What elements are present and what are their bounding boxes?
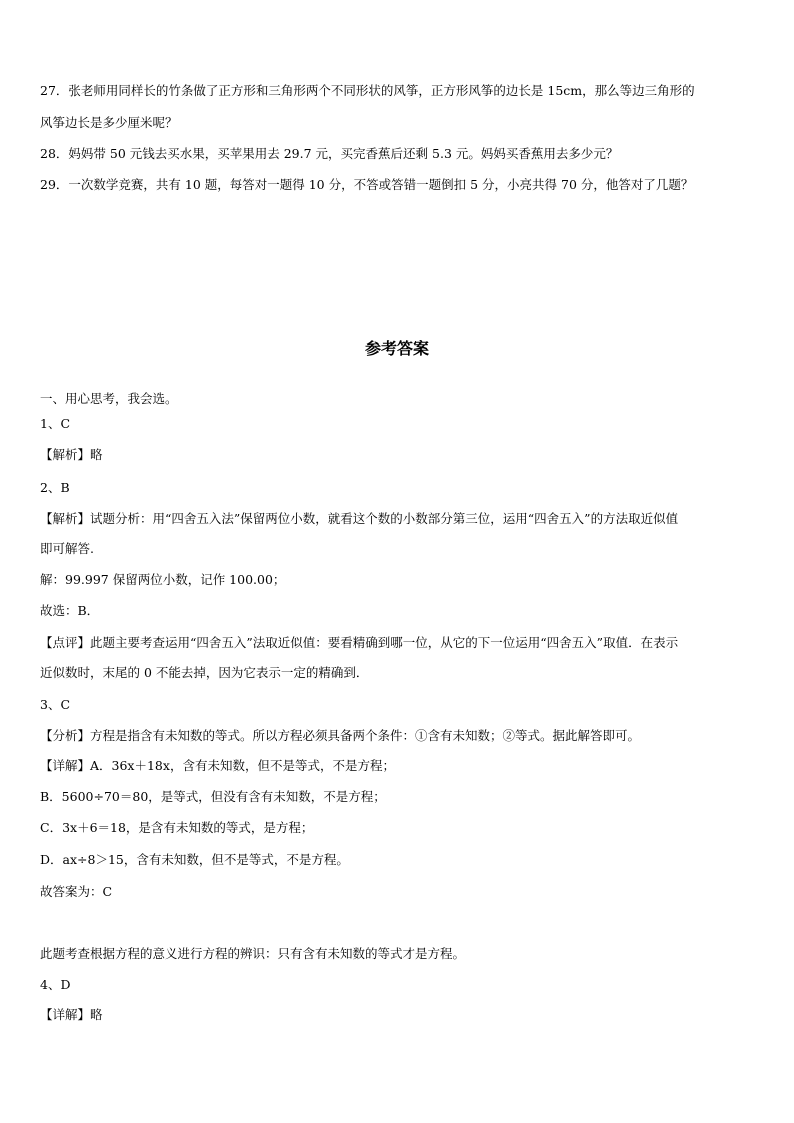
- answer-2-comment-line-2: 近似数时，末尾的 0 不能去掉，因为它表示一定的精确到．: [40, 665, 369, 680]
- answer-2: 2、B: [40, 480, 70, 495]
- answer-3-answer: 故答案为：C: [40, 884, 113, 899]
- answer-4: 4、D: [40, 977, 71, 992]
- answer-2-solution: 解：99.997 保留两位小数，记作 100.00；: [40, 572, 286, 587]
- answer-2-comment-line-1: 【点评】此题主要考查运用“四舍五入”法取近似值：要看精确到哪一位，从它的下一位运用“四舍五入”取值．在表示: [40, 635, 679, 650]
- answer-1-analysis: 【解析】略: [40, 447, 103, 462]
- problem-27-line-1: 27．张老师用同样长的竹条做了正方形和三角形两个不同形状的风筝，正方形风筝的边长是 15cm，那么等边三角形的: [40, 83, 695, 98]
- answer-3-analysis: 【分析】方程是指含有未知数的等式。所以方程必须具备两个条件：①含有未知数；②等式。据此解答即可。: [40, 728, 641, 743]
- answer-2-choice: 故选：B．: [40, 603, 100, 618]
- problem-27-line-2: 风筝边长是多少厘米呢？: [40, 115, 178, 130]
- answer-2-analysis-line-2: 即可解答.: [40, 541, 94, 556]
- answer-3: 3、C: [40, 697, 71, 712]
- answer-4-detail: 【详解】略: [40, 1007, 103, 1022]
- answer-3-detail-a: 【详解】A．36x＋18x，含有未知数，但不是等式，不是方程；: [40, 758, 395, 773]
- answer-2-analysis-line-1: 【解析】试题分析：用“四舍五入法”保留两位小数，就看这个数的小数部分第三位，运用“四舍五入”的方法取近似值: [40, 511, 679, 526]
- answer-1: 1、C: [40, 416, 71, 431]
- problem-29: 29．一次数学竞赛，共有 10 题，每答对一题得 10 分，不答或答错一题倒扣 5 分，小亮共得 70 分，他答对了几题？: [40, 177, 694, 192]
- answer-3-comment: 此题考查根据方程的意义进行方程的辨识：只有含有未知数的等式才是方程。: [40, 946, 466, 961]
- answer-3-detail-c: C．3x＋6＝18，是含有未知数的等式，是方程；: [40, 820, 314, 835]
- section-1-title: 一、用心思考，我会选。: [40, 391, 178, 406]
- answer-3-detail-d: D．ax÷8＞15，含有未知数，但不是等式，不是方程。: [40, 852, 349, 867]
- answer-3-detail-b: B．5600÷70＝80，是等式，但没有含有未知数，不是方程；: [40, 789, 386, 804]
- answers-title: 参考答案: [364, 339, 429, 358]
- problem-28: 28．妈妈带 50 元钱去买水果，买苹果用去 29.7 元，买完香蕉后还剩 5.3 元。妈妈买香蕉用去多少元？: [40, 146, 619, 161]
